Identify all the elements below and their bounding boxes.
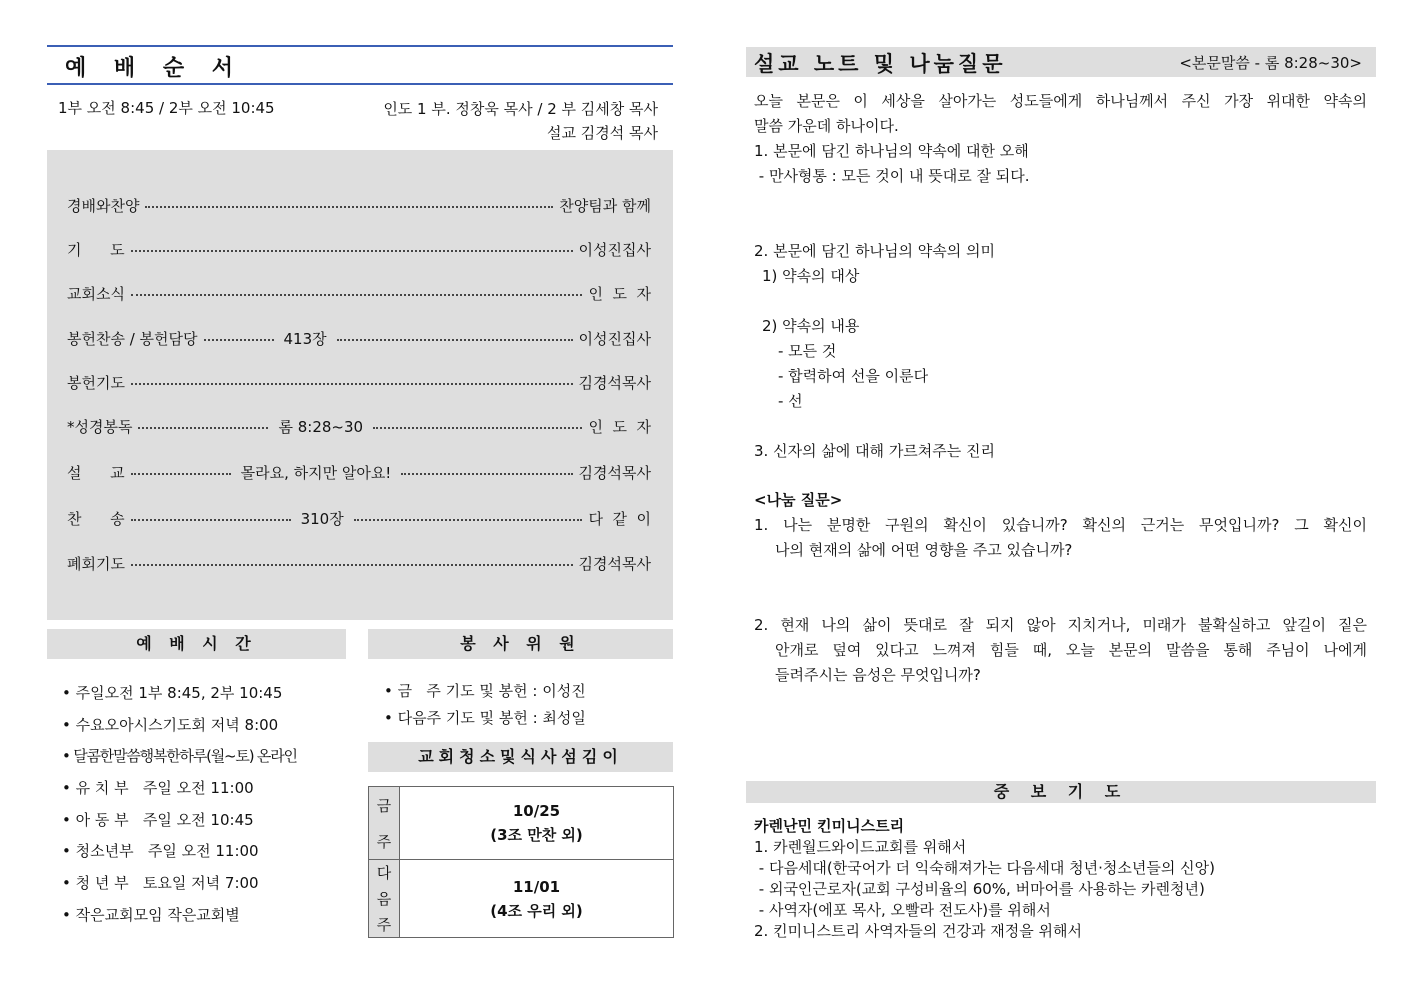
order-right: 김경석목사: [578, 463, 651, 482]
order-right: 찬양팀과 함께: [559, 196, 651, 215]
order-label: 봉헌기도: [67, 373, 125, 392]
note-line: - 선: [778, 392, 803, 410]
worship-times-header: 예 배 시 간: [47, 629, 346, 659]
list-item: • 금 주 기도 및 봉헌 : 이성진: [384, 682, 586, 700]
leader-line-1: 인도 1 부. 정창욱 목사 / 2 부 김세창 목사: [383, 100, 658, 118]
sharing-line: 나의 현재의 삶에 어떤 영향을 주고 있습니까?: [775, 541, 1073, 559]
note-line: - 만사형통 : 모든 것이 내 뜻대로 잘 되다.: [754, 167, 1030, 185]
order-right: 다 같 이: [588, 509, 651, 528]
list-item: • 수요오아시스기도회 저녁 8:00: [62, 715, 279, 734]
intercession-line: 1. 카렌월드와이드교회를 위해서: [754, 838, 967, 856]
worship-order-title: 예 배 순 서: [65, 56, 243, 81]
list-item: • 유 치 부 주일 오전 11:00: [62, 779, 254, 798]
order-label: *성경봉독: [67, 417, 133, 436]
sermon-notes-title: 설교 노트 및 나눔질문: [754, 52, 1007, 76]
order-right: 인 도 자: [588, 284, 651, 303]
cleaning-header: 교회청소및식사섬김이: [368, 742, 673, 772]
note-line: 1) 약속의 대상: [762, 267, 860, 285]
order-right: 김경석목사: [578, 554, 651, 573]
worship-order-list: [47, 150, 673, 620]
order-item: [67, 237, 651, 261]
order-item: [67, 326, 651, 350]
table-row: [369, 787, 673, 860]
row-value: [400, 860, 673, 937]
order-right: 인 도 자: [588, 417, 651, 436]
order-mid: 413장: [283, 329, 327, 348]
row-value: [400, 787, 673, 859]
leader-line-2: 설교 김경석 목사: [547, 124, 658, 142]
order-right: 이성진집사: [578, 240, 651, 259]
note-line: - 합력하여 선을 이룬다: [778, 367, 929, 385]
order-item: [67, 281, 651, 305]
intercession-line: - 외국인근로자(교회 구성비율의 60%, 버마어를 사용하는 카렌청년): [754, 880, 1205, 898]
leaders: [338, 97, 658, 145]
order-label: 설 교: [67, 463, 125, 482]
order-label: 경배와찬양: [67, 196, 140, 215]
order-item: [67, 193, 651, 217]
cleaning-table: [368, 786, 674, 938]
intercession-line: 2. 킨미니스트리 사역자들의 건강과 재정을 위해서: [754, 922, 1082, 940]
servants-list: [384, 678, 586, 732]
row-label: 금 주: [369, 787, 400, 859]
note-line: 2. 본문에 담긴 하나님의 약속의 의미: [754, 242, 996, 260]
order-item: [67, 460, 651, 484]
order-item: [67, 414, 651, 438]
note-line: 1. 본문에 담긴 하나님의 약속에 대한 오해: [754, 142, 1029, 160]
sharing-line: 들려주시는 음성은 무엇입니까?: [775, 666, 981, 684]
note-line: 3. 신자의 삶에 대해 가르쳐주는 진리: [754, 442, 996, 460]
scripture-ref: <본문말씀 - 롬 8:28~30>: [1179, 54, 1362, 72]
order-mid: 310장: [300, 509, 344, 528]
list-item: • 주일오전 1부 8:45, 2부 10:45: [62, 684, 283, 702]
note-line: 2) 약속의 내용: [762, 317, 860, 335]
list-item: • 작은교회모임 작은교회별: [62, 905, 240, 924]
sharing-line: 안개로 덮여 있다고 느껴져 힘들 때, 오늘 본문의 말씀을 통해 주님이 나에게: [775, 641, 1367, 659]
order-right: 이성진집사: [578, 329, 651, 348]
row-label: 다 음 주: [369, 860, 400, 937]
list-item: • 청소년부 주일 오전 11:00: [62, 842, 259, 861]
cleaning-group: (4조 우리 외): [490, 901, 583, 920]
intercession-header: 중 보 기 도: [746, 781, 1376, 803]
order-label: 교회소식: [67, 284, 125, 303]
order-item: [67, 506, 651, 530]
worship-times-list: [62, 678, 297, 932]
order-label: 기 도: [67, 240, 125, 259]
note-line: 말씀 가운데 하나이다.: [754, 117, 899, 135]
order-mid: 몰라요, 하지만 알아요!: [240, 463, 392, 482]
worship-order-header: [47, 45, 673, 85]
list-item: • 달콤한말씀행복한하루(월~토) 온라인: [62, 747, 297, 766]
sharing-line: 2. 현재 나의 삶이 뜻대로 잘 되지 않아 지치거나, 미래가 불확실하고 앞길이 짙은: [754, 616, 1367, 634]
cleaning-date: 11/01: [512, 877, 561, 896]
note-line: - 모든 것: [778, 342, 837, 360]
table-row: [369, 860, 673, 937]
intercession-line: - 사역자(에포 목사, 오빨라 전도사)를 위해서: [754, 901, 1051, 919]
sharing-line: 1. 나는 분명한 구원의 확신이 있습니까? 확신의 근거는 무엇입니까? 그 확신이: [754, 516, 1367, 534]
order-right: 김경석목사: [578, 373, 651, 392]
servants-header: 봉 사 위 원: [368, 629, 673, 659]
cleaning-date: 10/25: [512, 802, 561, 820]
cleaning-group: (3조 만찬 외): [490, 826, 583, 844]
sermon-notes-header: [746, 47, 1376, 77]
list-item: • 청 년 부 토요일 저녁 7:00: [62, 874, 259, 893]
order-item: [67, 370, 651, 394]
order-label: 봉헌찬송 / 봉헌담당: [67, 329, 198, 348]
service-times: 1부 오전 8:45 / 2부 오전 10:45: [58, 99, 275, 117]
list-item: • 아 동 부 주일 오전 10:45: [62, 810, 254, 829]
order-label: 찬 송: [67, 509, 125, 528]
order-item: [67, 551, 651, 575]
intercession-subtitle: 카렌난민 킨미니스트리: [754, 817, 905, 835]
order-label: 폐회기도: [67, 554, 125, 573]
note-line: 오늘 본문은 이 세상을 살아가는 성도들에게 하나님께서 주신 가장 위대한 약속의: [754, 92, 1367, 110]
sharing-title: <나눔 질문>: [754, 491, 843, 509]
intercession-line: - 다음세대(한국어가 더 익숙해져가는 다음세대 청년·청소년들의 신앙): [754, 859, 1215, 877]
list-item: • 다음주 기도 및 봉헌 : 최성일: [384, 709, 586, 727]
order-mid: 롬 8:28~30: [278, 417, 364, 436]
